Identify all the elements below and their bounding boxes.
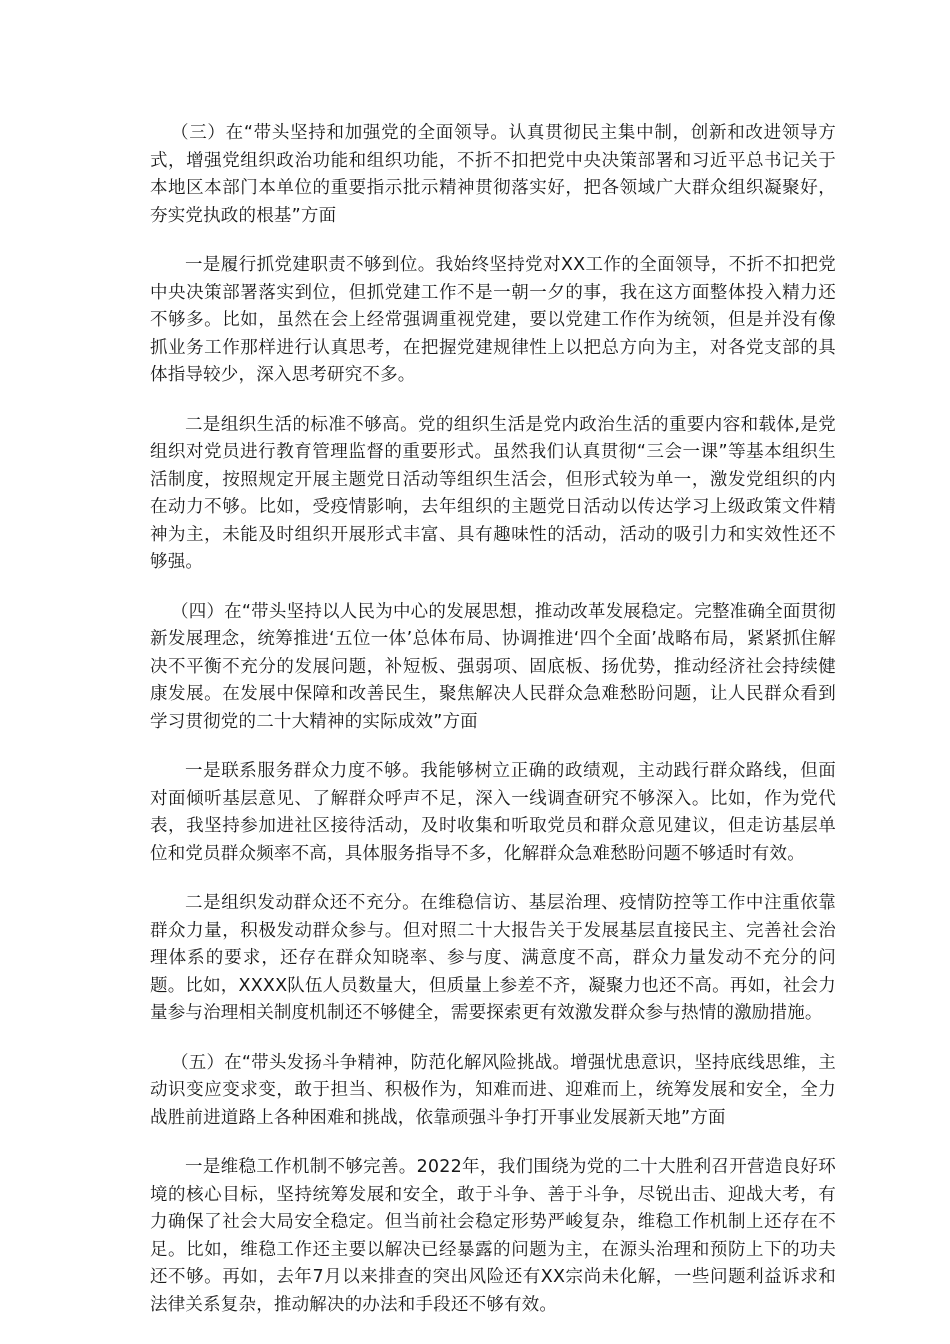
section-five-heading: （五）在“带头发扬斗争精神，防范化解风险挑战。增强忧患意识，坚持底线思维，主动识变应变求变，敢于担当、积极作为，知难而进、迎难而上，统筹发展和安全，全力战胜前进道路上各种困难和挑战，依靠顽强斗争打开事业发展新天地”方面 [150,1052,836,1128]
section-four-point-one: 一是联系服务群众力度不够。我能够树立正确的政绩观，主动践行群众路线，但面对面倾听基层意见、了解群众呼声不足，深入一线调查研究不够深入。比如，作为党代表，我坚持参加进社区接待活动，及时收集和听取党员和群众意见建议，但走访基层单位和党员群众频率不高，具体服务指导不多，化解群众急难愁盼问题不够适时有效。 [150,761,836,864]
section-four-heading: （四）在“带头坚持以人民为中心的发展思想，推动改革发展稳定。完整准确全面贯彻新发展理念，统筹推进‘五位一体’总体布局、协调推进‘四个全面’战略布局，紧紧抓住解决不平衡不充分的发展问题，补短板、强弱项、固底板、扬优势，推动经济社会持续健康发展。在发展中保障和改善民生，聚焦解决人民群众急难愁盼问题，让人民群众看到学习贯彻党的二十大精神的实际成效”方面 [150,601,836,732]
section-three-heading: （三）在“带头坚持和加强党的全面领导。认真贯彻民主集中制，创新和改进领导方式，增强党组织政治功能和组织功能，不折不扣把党中央决策部署和习近平总书记关于本地区本部门本单位的重要指示批示精神贯彻落实好，把各领域广大群众组织凝聚好，夯实党执政的根基”方面 [150,123,836,226]
document-page [150,120,836,1341]
section-five-point-one: 一是维稳工作机制不够完善。2022年，我们围绕为党的二十大胜利召开营造良好环境的核心目标，坚持统筹发展和安全，敢于斗争、善于斗争，尽锐出击、迎战大考，有力确保了社会大局安全稳定。但当前社会稳定形势严峻复杂，维稳工作机制上还存在不足。比如，维稳工作还主要以解决已经暴露的问题为主，在源头治理和预防上下的功夫还不够。再如，去年7月以来排查的突出风险还有XX宗尚未化解，一些问题利益诉求和法律关系复杂，推动解决的办法和手段还不够有效。 [150,1157,836,1315]
section-four-point-two: 二是组织发动群众还不充分。在维稳信访、基层治理、疫情防控等工作中注重依靠群众力量，积极发动群众参与。但对照二十大报告关于发展基层直接民主、完善社会治理体系的要求，还存在群众知晓率、参与度、满意度不高，群众力量发动不充分的问题。比如，XXXX队伍人员数量大，但质量上参差不齐，凝聚力也还不高。再如，社会力量参与治理相关制度机制还不够健全，需要探索更有效激发群众参与热情的激励措施。 [150,893,836,1023]
section-three-point-one: 一是履行抓党建职责不够到位。我始终坚持党对XX工作的全面领导，不折不扣把党中央决策部署落实到位，但抓党建工作不是一朝一夕的事，我在这方面整体投入精力还不够多。比如，虽然在会上经常强调重视党建，要以党建工作作为统领，但是并没有像抓业务工作那样进行认真思考，在把握党建规律性上以把总方向为主，对各党支部的具体指导较少，深入思考研究不多。 [150,255,836,385]
section-three-point-two: 二是组织生活的标准不够高。党的组织生活是党内政治生活的重要内容和载体,是党组织对党员进行教育管理监督的重要形式。虽然我们认真贯彻“三会一课”等基本组织生活制度，按照规定开展主题党日活动等组织生活会，但形式较为单一，激发党组织的内在动力不够。比如，受疫情影响，去年组织的主题党日活动以传达学习上级政策文件精神为主，未能及时组织开展形式丰富、具有趣味性的活动，活动的吸引力和实效性还不够强。 [150,414,836,572]
